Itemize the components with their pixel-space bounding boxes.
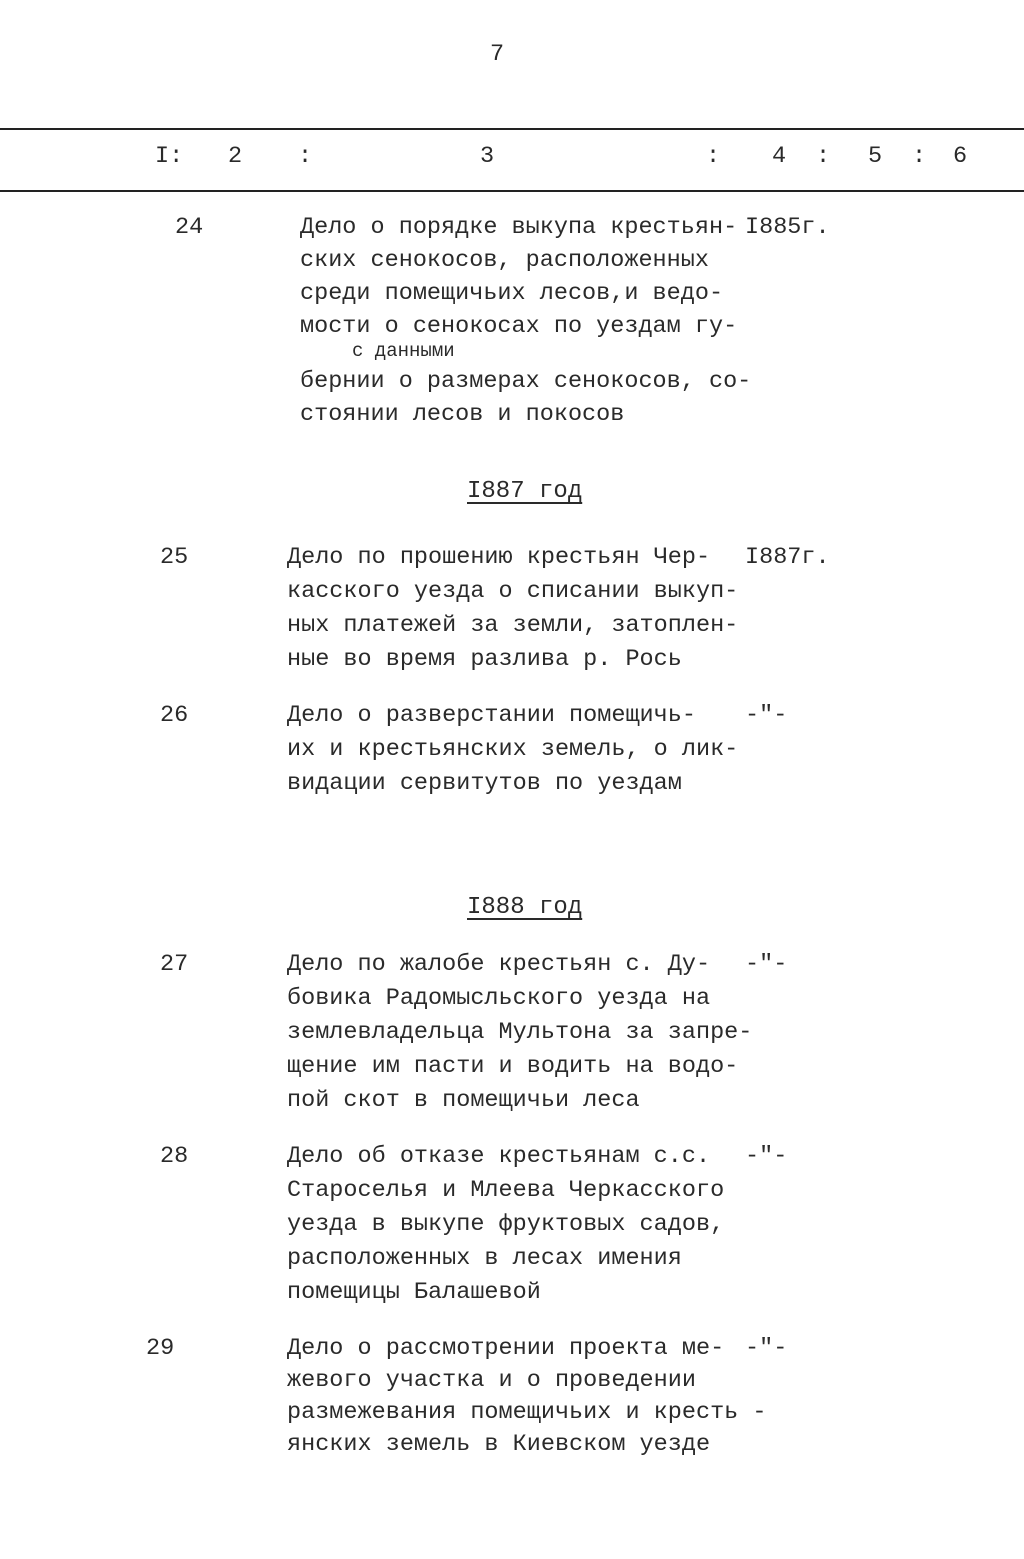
entry-title-line: касского уезда о списании выкуп- (287, 578, 739, 605)
header-bottom-rule (0, 190, 1024, 192)
entry-title-line: бовика Радомысльского уезда на (287, 985, 711, 1012)
entry-title-line: Дело о порядке выкупа крестьян- (300, 214, 738, 241)
entry-title-line: Дело по жалобе крестьян с. Ду- (287, 951, 711, 978)
handwritten-insertion: с данными (352, 340, 455, 362)
entry-date: -"- (745, 1335, 788, 1362)
page-number: 7 (490, 41, 505, 68)
entry-number: 25 (160, 544, 189, 571)
entry-title-line: землевладельца Мультона за запре- (287, 1019, 753, 1046)
entry-title-line: Дело об отказе крестьянам с.с. (287, 1143, 711, 1170)
entry-date: -"- (745, 702, 788, 729)
column-header-cell: 5 (868, 143, 883, 170)
entry-title-line: жевого участка и о проведении (287, 1367, 696, 1394)
entry-number: 26 (160, 702, 189, 729)
entry-title-line: Дело по прошению крестьян Чер- (287, 544, 711, 571)
entry-title-line: щение им пасти и водить на водо- (287, 1053, 739, 1080)
entry-title-line: мости о сенокосах по уездам гу- (300, 313, 738, 340)
year-heading-1888: I888 год (467, 894, 583, 921)
column-header-cell: 4 (772, 143, 787, 170)
entry-title-line: Дело о рассмотрении проекта ме- (287, 1335, 725, 1362)
entry-title-line: Дело о разверстании помещичь- (287, 702, 696, 729)
year-heading-1887: I887 год (467, 478, 583, 505)
column-header-cell: : (298, 143, 313, 170)
entry-title-line: размежевания помещичьих и кресть - (287, 1399, 767, 1426)
column-header-cell: 2 (228, 143, 243, 170)
entry-title-line: ные во время разлива р. Рось (287, 646, 682, 673)
column-header-cell: : (706, 143, 721, 170)
header-top-rule (0, 128, 1024, 130)
entry-number: 24 (175, 214, 204, 241)
entry-title-line: ских сенокосов, расположенных (300, 247, 709, 274)
entry-title-line: янских земель в Киевском уезде (287, 1431, 711, 1458)
entry-title-line: стоянии лесов и покосов (300, 401, 625, 428)
entry-number: 27 (160, 951, 189, 978)
column-header-cell: 6 (953, 143, 968, 170)
column-header-cell: : (912, 143, 927, 170)
column-header-cell: 3 (480, 143, 495, 170)
entry-title-line: помещицы Балашевой (287, 1279, 541, 1306)
entry-date: I887г. (745, 544, 830, 571)
entry-number: 29 (146, 1335, 175, 1362)
entry-date: I885г. (745, 214, 830, 241)
entry-number: 28 (160, 1143, 189, 1170)
entry-date: -"- (745, 1143, 788, 1170)
entry-date: -"- (745, 951, 788, 978)
column-header-cell: : (816, 143, 831, 170)
entry-title-line: ных платежей за земли, затоплен- (287, 612, 739, 639)
entry-title-line: уезда в выкупе фруктовых садов, (287, 1211, 725, 1238)
entry-title-line: расположенных в лесах имения (287, 1245, 682, 1272)
entry-title-line: видации сервитутов по уездам (287, 770, 682, 797)
entry-title-line: Староселья и Млеева Черкасского (287, 1177, 725, 1204)
entry-title-line: среди помещичьих лесов,и ведо- (300, 280, 724, 307)
column-header-cell: I: (155, 143, 184, 170)
entry-title-line: бернии о размерах сенокосов, со- (300, 368, 752, 395)
entry-title-line: пой скот в помещичьи леса (287, 1087, 640, 1114)
entry-title-line: их и крестьянских земель, о лик- (287, 736, 739, 763)
